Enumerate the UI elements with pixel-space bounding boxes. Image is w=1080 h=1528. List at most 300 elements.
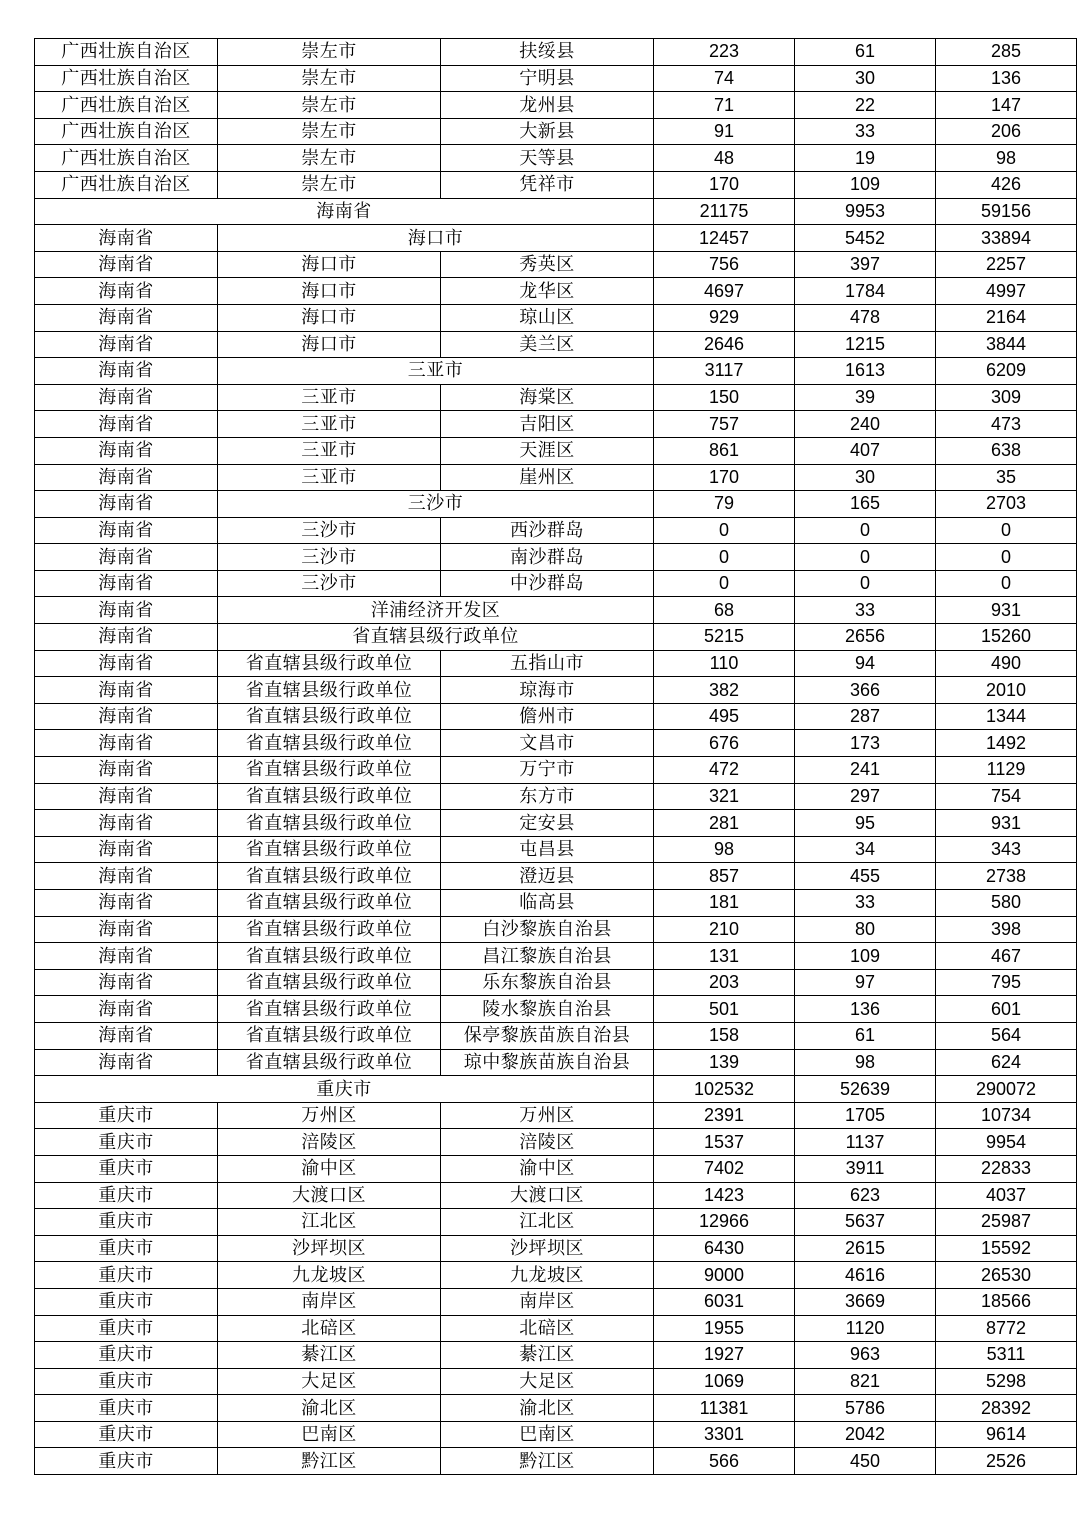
value3-cell: 467	[936, 943, 1077, 970]
province-cell: 海南省	[35, 836, 218, 863]
value2-cell: 22	[795, 92, 936, 119]
value2-cell: 136	[795, 996, 936, 1023]
value2-cell: 366	[795, 677, 936, 704]
city-cell: 九龙坡区	[218, 1262, 441, 1289]
value2-cell: 39	[795, 384, 936, 411]
value2-cell: 165	[795, 491, 936, 518]
province-cell: 海南省	[35, 943, 218, 970]
city-cell: 大渡口区	[218, 1182, 441, 1209]
value2-cell: 1613	[795, 358, 936, 385]
table-row	[35, 1209, 1077, 1236]
value1-cell: 6430	[654, 1235, 795, 1262]
table-row	[35, 278, 1077, 305]
province-cell: 广西壮族自治区	[35, 65, 218, 92]
value1-cell: 861	[654, 437, 795, 464]
county-cell: 秀英区	[441, 251, 654, 278]
table-row	[35, 597, 1077, 624]
province-cell: 海南省	[35, 890, 218, 917]
province-cell: 重庆市	[35, 1315, 218, 1342]
value1-cell: 11381	[654, 1395, 795, 1422]
value3-cell: 2526	[936, 1448, 1077, 1475]
value2-cell: 61	[795, 39, 936, 66]
province-cell: 海南省	[35, 1022, 218, 1049]
value2-cell: 30	[795, 65, 936, 92]
table-row	[35, 1049, 1077, 1076]
value2-cell: 33	[795, 118, 936, 145]
county-cell: 天等县	[441, 145, 654, 172]
table-row	[35, 757, 1077, 784]
value3-cell: 2738	[936, 863, 1077, 890]
city-cell: 崇左市	[218, 92, 441, 119]
province-cell: 海南省	[35, 304, 218, 331]
city-cell: 涪陵区	[218, 1129, 441, 1156]
statistics-table	[34, 38, 1077, 1475]
value2-cell: 5637	[795, 1209, 936, 1236]
county-cell: 南岸区	[441, 1288, 654, 1315]
value1-cell: 9000	[654, 1262, 795, 1289]
county-cell: 西沙群岛	[441, 517, 654, 544]
value1-cell: 139	[654, 1049, 795, 1076]
county-cell: 大渡口区	[441, 1182, 654, 1209]
value2-cell: 94	[795, 650, 936, 677]
value3-cell: 6209	[936, 358, 1077, 385]
city-cell: 三亚市	[218, 411, 441, 438]
province-cell: 重庆市	[35, 1209, 218, 1236]
city-cell: 崇左市	[218, 65, 441, 92]
province-cell: 海南省	[35, 251, 218, 278]
county-cell: 綦江区	[441, 1342, 654, 1369]
value3-cell: 638	[936, 437, 1077, 464]
value3-cell: 309	[936, 384, 1077, 411]
value1-cell: 74	[654, 65, 795, 92]
value2-cell: 5452	[795, 225, 936, 252]
province-cell: 海南省	[35, 650, 218, 677]
province-cell: 重庆市	[35, 1102, 218, 1129]
value3-cell: 4037	[936, 1182, 1077, 1209]
province-cell: 海南省	[35, 863, 218, 890]
value2-cell: 109	[795, 943, 936, 970]
value2-cell: 478	[795, 304, 936, 331]
region-name-cell: 海南省	[35, 198, 654, 225]
city-cell: 省直辖县级行政单位	[218, 730, 441, 757]
province-cell: 海南省	[35, 437, 218, 464]
value1-cell: 181	[654, 890, 795, 917]
table-row	[35, 304, 1077, 331]
table-row	[35, 92, 1077, 119]
province-cell: 广西壮族自治区	[35, 39, 218, 66]
table-row	[35, 411, 1077, 438]
table-row	[35, 384, 1077, 411]
table-row	[35, 1395, 1077, 1422]
table-row	[35, 331, 1077, 358]
value2-cell: 455	[795, 863, 936, 890]
province-cell: 海南省	[35, 703, 218, 730]
value2-cell: 1120	[795, 1315, 936, 1342]
value2-cell: 33	[795, 890, 936, 917]
value1-cell: 1537	[654, 1129, 795, 1156]
province-cell: 重庆市	[35, 1421, 218, 1448]
table-row	[35, 1262, 1077, 1289]
value3-cell: 147	[936, 92, 1077, 119]
table-row	[35, 703, 1077, 730]
province-cell: 重庆市	[35, 1155, 218, 1182]
province-cell: 海南省	[35, 411, 218, 438]
value1-cell: 0	[654, 544, 795, 571]
city-cell: 省直辖县级行政单位	[218, 890, 441, 917]
table-row	[35, 996, 1077, 1023]
county-cell: 九龙坡区	[441, 1262, 654, 1289]
table-row	[35, 1368, 1077, 1395]
county-cell: 东方市	[441, 783, 654, 810]
city-cell: 省直辖县级行政单位	[218, 916, 441, 943]
value3-cell: 3844	[936, 331, 1077, 358]
table-row	[35, 810, 1077, 837]
value2-cell: 241	[795, 757, 936, 784]
city-cell: 万州区	[218, 1102, 441, 1129]
table-row	[35, 624, 1077, 651]
value1-cell: 2646	[654, 331, 795, 358]
city-cell: 省直辖县级行政单位	[218, 943, 441, 970]
value1-cell: 5215	[654, 624, 795, 651]
county-cell: 北碚区	[441, 1315, 654, 1342]
table-row	[35, 437, 1077, 464]
city-cell: 南岸区	[218, 1288, 441, 1315]
province-cell: 重庆市	[35, 1262, 218, 1289]
table-row	[35, 491, 1077, 518]
value2-cell: 80	[795, 916, 936, 943]
value2-cell: 2615	[795, 1235, 936, 1262]
table-row	[35, 358, 1077, 385]
value2-cell: 109	[795, 171, 936, 198]
value2-cell: 95	[795, 810, 936, 837]
value2-cell: 963	[795, 1342, 936, 1369]
province-cell: 海南省	[35, 464, 218, 491]
city-cell: 省直辖县级行政单位	[218, 1022, 441, 1049]
value2-cell: 33	[795, 597, 936, 624]
value2-cell: 0	[795, 517, 936, 544]
table-row	[35, 943, 1077, 970]
table-row	[35, 544, 1077, 571]
table-row	[35, 1022, 1077, 1049]
table-row	[35, 650, 1077, 677]
value2-cell: 61	[795, 1022, 936, 1049]
table-row	[35, 863, 1077, 890]
value1-cell: 203	[654, 969, 795, 996]
value1-cell: 281	[654, 810, 795, 837]
county-cell: 乐东黎族自治县	[441, 969, 654, 996]
city-cell: 三亚市	[218, 437, 441, 464]
value3-cell: 33894	[936, 225, 1077, 252]
value3-cell: 136	[936, 65, 1077, 92]
county-cell: 大新县	[441, 118, 654, 145]
value3-cell: 98	[936, 145, 1077, 172]
value1-cell: 210	[654, 916, 795, 943]
value1-cell: 1927	[654, 1342, 795, 1369]
table-row	[35, 969, 1077, 996]
value1-cell: 0	[654, 570, 795, 597]
value2-cell: 407	[795, 437, 936, 464]
table-row	[35, 677, 1077, 704]
value1-cell: 3117	[654, 358, 795, 385]
value2-cell: 3669	[795, 1288, 936, 1315]
value1-cell: 495	[654, 703, 795, 730]
value3-cell: 59156	[936, 198, 1077, 225]
table-body	[35, 39, 1077, 1475]
value3-cell: 1492	[936, 730, 1077, 757]
city-cell: 崇左市	[218, 39, 441, 66]
value3-cell: 564	[936, 1022, 1077, 1049]
table-row	[35, 171, 1077, 198]
county-cell: 保亭黎族苗族自治县	[441, 1022, 654, 1049]
county-cell: 临高县	[441, 890, 654, 917]
value1-cell: 1069	[654, 1368, 795, 1395]
value1-cell: 472	[654, 757, 795, 784]
province-cell: 广西壮族自治区	[35, 118, 218, 145]
city-cell: 省直辖县级行政单位	[218, 969, 441, 996]
province-cell: 广西壮族自治区	[35, 145, 218, 172]
province-cell: 重庆市	[35, 1182, 218, 1209]
province-cell: 海南省	[35, 757, 218, 784]
value1-cell: 102532	[654, 1076, 795, 1103]
table-row	[35, 1315, 1077, 1342]
city-cell: 大足区	[218, 1368, 441, 1395]
county-cell: 中沙群岛	[441, 570, 654, 597]
province-cell: 海南省	[35, 278, 218, 305]
value2-cell: 1137	[795, 1129, 936, 1156]
value1-cell: 321	[654, 783, 795, 810]
value3-cell: 35	[936, 464, 1077, 491]
value3-cell: 5298	[936, 1368, 1077, 1395]
value3-cell: 0	[936, 517, 1077, 544]
province-cell: 海南省	[35, 1049, 218, 1076]
value3-cell: 10734	[936, 1102, 1077, 1129]
value1-cell: 170	[654, 171, 795, 198]
value3-cell: 290072	[936, 1076, 1077, 1103]
county-cell: 凭祥市	[441, 171, 654, 198]
city-cell: 崇左市	[218, 118, 441, 145]
value1-cell: 91	[654, 118, 795, 145]
value1-cell: 929	[654, 304, 795, 331]
province-cell: 海南省	[35, 570, 218, 597]
county-cell: 吉阳区	[441, 411, 654, 438]
city-cell: 省直辖县级行政单位	[218, 836, 441, 863]
value3-cell: 22833	[936, 1155, 1077, 1182]
table-row	[35, 1076, 1077, 1103]
city-cell: 崇左市	[218, 171, 441, 198]
city-cell: 省直辖县级行政单位	[218, 677, 441, 704]
city-cell: 省直辖县级行政单位	[218, 757, 441, 784]
county-cell: 海棠区	[441, 384, 654, 411]
value1-cell: 1955	[654, 1315, 795, 1342]
value2-cell: 0	[795, 570, 936, 597]
province-cell: 重庆市	[35, 1235, 218, 1262]
county-cell: 龙华区	[441, 278, 654, 305]
table-row	[35, 783, 1077, 810]
value1-cell: 48	[654, 145, 795, 172]
county-cell: 天涯区	[441, 437, 654, 464]
value2-cell: 173	[795, 730, 936, 757]
region-name-cell: 重庆市	[35, 1076, 654, 1103]
value2-cell: 2656	[795, 624, 936, 651]
county-cell: 屯昌县	[441, 836, 654, 863]
value1-cell: 3301	[654, 1421, 795, 1448]
province-cell: 海南省	[35, 544, 218, 571]
value3-cell: 426	[936, 171, 1077, 198]
value1-cell: 21175	[654, 198, 795, 225]
province-cell: 海南省	[35, 491, 218, 518]
city-cell: 海口市	[218, 278, 441, 305]
value1-cell: 12457	[654, 225, 795, 252]
value3-cell: 2257	[936, 251, 1077, 278]
value3-cell: 2010	[936, 677, 1077, 704]
value1-cell: 6031	[654, 1288, 795, 1315]
city-cell: 綦江区	[218, 1342, 441, 1369]
value1-cell: 566	[654, 1448, 795, 1475]
value1-cell: 4697	[654, 278, 795, 305]
value2-cell: 1705	[795, 1102, 936, 1129]
province-cell: 海南省	[35, 597, 218, 624]
table-row	[35, 225, 1077, 252]
province-cell: 广西壮族自治区	[35, 171, 218, 198]
city-cell: 三沙市	[218, 491, 654, 518]
value3-cell: 28392	[936, 1395, 1077, 1422]
value3-cell: 285	[936, 39, 1077, 66]
table-row	[35, 1448, 1077, 1475]
table-row	[35, 251, 1077, 278]
value3-cell: 624	[936, 1049, 1077, 1076]
table-row	[35, 1102, 1077, 1129]
city-cell: 渝中区	[218, 1155, 441, 1182]
county-cell: 江北区	[441, 1209, 654, 1236]
province-cell: 海南省	[35, 969, 218, 996]
county-cell: 琼中黎族苗族自治县	[441, 1049, 654, 1076]
county-cell: 儋州市	[441, 703, 654, 730]
city-cell: 省直辖县级行政单位	[218, 1049, 441, 1076]
county-cell: 渝北区	[441, 1395, 654, 1422]
value3-cell: 754	[936, 783, 1077, 810]
county-cell: 白沙黎族自治县	[441, 916, 654, 943]
province-cell: 海南省	[35, 916, 218, 943]
province-cell: 重庆市	[35, 1342, 218, 1369]
county-cell: 扶绥县	[441, 39, 654, 66]
value1-cell: 676	[654, 730, 795, 757]
county-cell: 巴南区	[441, 1421, 654, 1448]
value2-cell: 1215	[795, 331, 936, 358]
county-cell: 大足区	[441, 1368, 654, 1395]
province-cell: 海南省	[35, 996, 218, 1023]
value3-cell: 9614	[936, 1421, 1077, 1448]
city-cell: 三亚市	[218, 464, 441, 491]
province-cell: 重庆市	[35, 1368, 218, 1395]
city-cell: 海口市	[218, 304, 441, 331]
value3-cell: 8772	[936, 1315, 1077, 1342]
table-row	[35, 198, 1077, 225]
county-cell: 沙坪坝区	[441, 1235, 654, 1262]
county-cell: 昌江黎族自治县	[441, 943, 654, 970]
value1-cell: 1423	[654, 1182, 795, 1209]
table-row	[35, 1342, 1077, 1369]
city-cell: 江北区	[218, 1209, 441, 1236]
city-cell: 省直辖县级行政单位	[218, 650, 441, 677]
county-cell: 陵水黎族自治县	[441, 996, 654, 1023]
value1-cell: 12966	[654, 1209, 795, 1236]
county-cell: 五指山市	[441, 650, 654, 677]
value3-cell: 0	[936, 544, 1077, 571]
value1-cell: 2391	[654, 1102, 795, 1129]
province-cell: 海南省	[35, 225, 218, 252]
table-row	[35, 1129, 1077, 1156]
county-cell: 宁明县	[441, 65, 654, 92]
city-cell: 海口市	[218, 331, 441, 358]
county-cell: 涪陵区	[441, 1129, 654, 1156]
value2-cell: 287	[795, 703, 936, 730]
city-cell: 省直辖县级行政单位	[218, 624, 654, 651]
county-cell: 琼山区	[441, 304, 654, 331]
value3-cell: 25987	[936, 1209, 1077, 1236]
value2-cell: 2042	[795, 1421, 936, 1448]
table-row	[35, 730, 1077, 757]
province-cell: 海南省	[35, 730, 218, 757]
value1-cell: 857	[654, 863, 795, 890]
county-cell: 龙州县	[441, 92, 654, 119]
value3-cell: 15592	[936, 1235, 1077, 1262]
value1-cell: 382	[654, 677, 795, 704]
value3-cell: 343	[936, 836, 1077, 863]
value2-cell: 623	[795, 1182, 936, 1209]
value2-cell: 4616	[795, 1262, 936, 1289]
value3-cell: 5311	[936, 1342, 1077, 1369]
city-cell: 巴南区	[218, 1421, 441, 1448]
value2-cell: 5786	[795, 1395, 936, 1422]
value1-cell: 170	[654, 464, 795, 491]
table-row	[35, 118, 1077, 145]
value2-cell: 397	[795, 251, 936, 278]
value3-cell: 2703	[936, 491, 1077, 518]
city-cell: 渝北区	[218, 1395, 441, 1422]
value1-cell: 0	[654, 517, 795, 544]
value1-cell: 110	[654, 650, 795, 677]
province-cell: 海南省	[35, 331, 218, 358]
table-row	[35, 1182, 1077, 1209]
county-cell: 崖州区	[441, 464, 654, 491]
county-cell: 渝中区	[441, 1155, 654, 1182]
city-cell: 崇左市	[218, 145, 441, 172]
county-cell: 万州区	[441, 1102, 654, 1129]
value1-cell: 158	[654, 1022, 795, 1049]
value1-cell: 131	[654, 943, 795, 970]
value3-cell: 26530	[936, 1262, 1077, 1289]
value1-cell: 501	[654, 996, 795, 1023]
province-cell: 海南省	[35, 783, 218, 810]
value1-cell: 150	[654, 384, 795, 411]
city-cell: 省直辖县级行政单位	[218, 996, 441, 1023]
city-cell: 三亚市	[218, 384, 441, 411]
province-cell: 广西壮族自治区	[35, 92, 218, 119]
value3-cell: 601	[936, 996, 1077, 1023]
city-cell: 海口市	[218, 251, 441, 278]
value2-cell: 34	[795, 836, 936, 863]
value3-cell: 795	[936, 969, 1077, 996]
table-row	[35, 890, 1077, 917]
county-cell: 澄迈县	[441, 863, 654, 890]
value3-cell: 1344	[936, 703, 1077, 730]
city-cell: 洋浦经济开发区	[218, 597, 654, 624]
city-cell: 省直辖县级行政单位	[218, 703, 441, 730]
table-row	[35, 39, 1077, 66]
county-cell: 琼海市	[441, 677, 654, 704]
table-row	[35, 1155, 1077, 1182]
province-cell: 海南省	[35, 677, 218, 704]
